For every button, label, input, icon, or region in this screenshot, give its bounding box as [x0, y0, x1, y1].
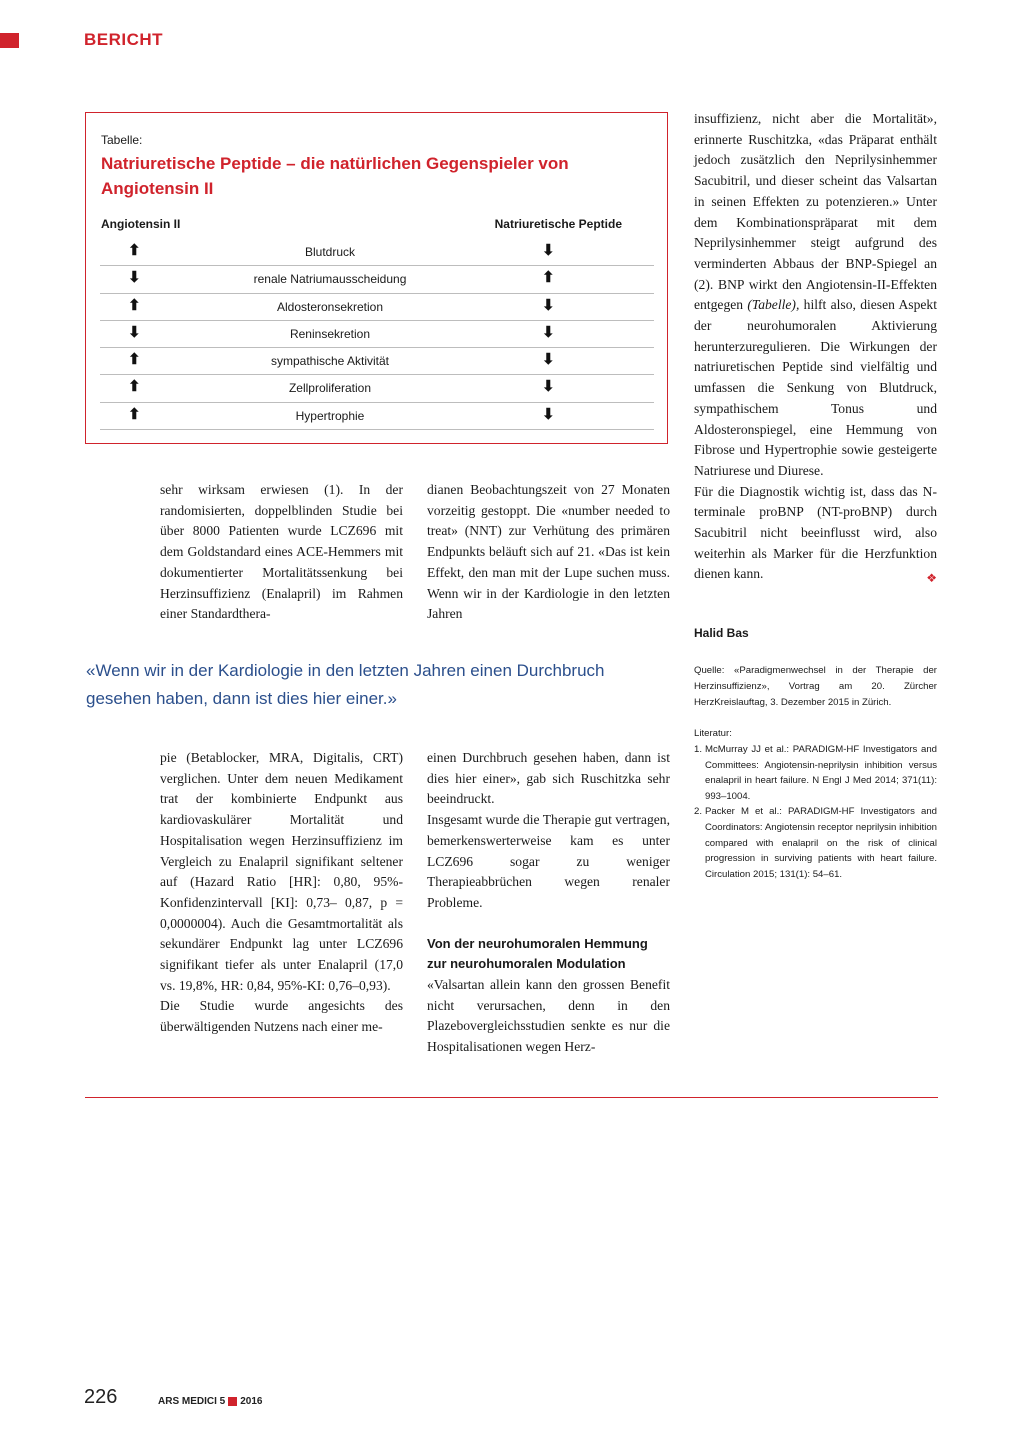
pull-quote: «Wenn wir in der Kardiologie in den letzten Jahren einen Durchbruch gesehen haben, dann ist dies hier einer.» [86, 661, 605, 708]
arrow-up-icon: ⬆ [542, 269, 555, 287]
table-row-label: sympathische Aktivität [270, 354, 390, 369]
end-mark-icon: ❖ [926, 571, 937, 586]
table-row [100, 239, 654, 266]
section-marker [0, 33, 19, 48]
footer-journal [158, 1396, 262, 1407]
journal-year: 2016 [240, 1396, 263, 1407]
body-paragraph: Insgesamt wurde die Therapie gut vertragen, bemerkenswerterweise kam es unter LCZ696 sogar zu weniger Therapieabbrüchen wegen renaler Probleme. [427, 812, 670, 910]
arrow-down-icon: ⬇ [542, 351, 555, 369]
body-paragraph: sehr wirksam erwiesen (1). In der randomisierten, doppelblinden Studie bei über 8000 Patienten wurde LCZ696 mit dem Goldstandard eines ACE-Hemmers mit dokumentierter Mortalitätssenkung bei Herzinsuffizienz (Enalapril) im Rahmen einer Standardthera- [160, 482, 403, 622]
table-row-label: Hypertrophie [295, 408, 365, 423]
table-title: Natriuretische Peptide – die natürlichen Gegenspieler von Angiotensin II [101, 154, 569, 198]
table-row-label: Blutdruck [304, 245, 356, 259]
table-reference: (Tabelle), [747, 297, 800, 313]
arrow-down-icon: ⬇ [542, 242, 555, 259]
body-paragraph: Die Studie wurde angesichts des überwältigenden Nutzens nach einer me- [160, 998, 403, 1035]
body-paragraph [694, 482, 937, 586]
table-row [100, 403, 654, 430]
body-text: hilft also, diesen Aspekt der neurohumoralen Aktivierung herunterzuregulieren. Die Wirkungen der natriuretischen Peptide sind vielfältig und umfassen die Senkung von Blutdruck, sympathischem Tonus und Aldosteronspiegel, eine Hemmung von Fibrose und Hypertrophie sowie gesteigerte Natriurese und Diurese. [694, 297, 937, 478]
table-row-label: Aldosteronsekretion [276, 299, 384, 314]
literature-text: McMurray JJ et al.: PARADIGM-HF Investigators and Committees: Angiotensin-neprilysin inhibition versus enalapril in heart failure. N Engl J Med 2014; 371(11): 993–1004. [705, 744, 937, 802]
arrow-down-icon: ⬇ [542, 323, 555, 341]
info-table-box [85, 112, 668, 444]
table-row-label: renale Natriumausscheidung [253, 272, 407, 287]
literature-text: Packer M et al.: PARADIGM-HF Investigators and Coordinators: Angiotensin receptor neprilysin inhibition compared with enalapril on the risk of clinical progression in surviving patients with heart failure. Circulation 2015; 131(1): 54–61. [705, 806, 937, 880]
literature-item [694, 742, 937, 804]
table-row [100, 266, 654, 293]
body-paragraph [694, 109, 937, 482]
literature-item [694, 804, 937, 882]
body-column-1-bottom [160, 748, 403, 1038]
section-label: BERICHT [84, 30, 164, 49]
body-paragraph: pie (Betablocker, MRA, Digitalis, CRT) verglichen. Unter dem neuen Medikament trat der kombinierte Endpunkt aus kardiovaskulärer Mortalität und Hospitalisation wegen Herzinsuffizienz im Vergleich zu Enalapril signifikant seltener auf (Hazard Ratio [HR]: 0,80, 95%-Konfidenzintervall [KI]: 0,73– 0,87, p = 0,0000004). Auch die Gesamtmortalität als sekundärer Endpunkt lag unter LCZ696 signifikant tiefer als unter Enalapril (17,0 vs. 19,8%, HR: 0,84, 95%-KI: 0,76–0,93). [160, 750, 403, 993]
footer-square-icon [228, 1397, 237, 1406]
table-row [100, 375, 654, 402]
body-paragraph: «Valsartan allein kann den grossen Benefit nicht verursachen, denn in den Plazebovergleichsstudien senkte es nur die Hospitalisationen wegen Herz- [427, 977, 670, 1055]
table-row [100, 294, 654, 321]
author: Halid Bas [694, 626, 749, 640]
arrow-down-icon: ⬇ [128, 269, 141, 287]
body-text: Für die Diagnostik wichtig ist, dass das N-terminale proBNP (NT-proBNP) durch Sacubitril nicht beeinflusst wird, also weiterhin als Marker für die Herzfunktion dienen kann. [694, 483, 937, 582]
source-note: Quelle: «Paradigmenwechsel in der Therapie der Herzinsuffizienz», Vortrag am 20. Zürcher HerzKreislauftag, 3. Dezember 2015 in Zürich. [694, 665, 937, 708]
body-text: insuffizienz, nicht aber die Mortalität», erinnerte Ruschitzka, «das Präparat enthält jedoch zusätzlich den Neprilysinhemmer Sacubitril, und dieser scheint das Valsartan in seinen Effekten zu potenzieren.» Unter dem Kombinationspräparat mit dem Neprilysinhemmer steigt aufgrund des verminderten Abbaus der BNP-Spiegel an (2). BNP wirkt den Angiotensin-II-Effekten entgegen [694, 111, 937, 313]
body-paragraph: dianen Beobachtungszeit von 27 Monaten vorzeitig gestoppt. Die «number needed to treat» (NNT) zur Verhütung des primären Endpunkts beläuft sich auf 21. «Das ist kein Effekt, den man mit der Lupe suchen muss. Wenn wir in der Kardiologie in den letzten Jahren [427, 482, 670, 622]
arrow-up-icon: ⬆ [128, 405, 141, 423]
subheading: Von der neurohumoralen Hemmung zur neurohumoralen Modulation [427, 935, 648, 972]
arrow-up-icon: ⬆ [128, 296, 141, 314]
literature-list [694, 742, 937, 882]
table-row-label: Reninsekretion [289, 326, 371, 341]
page-number: 226 [84, 1386, 118, 1408]
literature-number: 1. [694, 744, 703, 755]
body-column-2-bottom [427, 748, 670, 1058]
arrow-down-icon: ⬇ [128, 323, 141, 341]
arrow-up-icon: ⬆ [128, 242, 141, 259]
table-rows [100, 239, 654, 430]
body-column-1-top [160, 480, 403, 625]
body-column-3 [694, 109, 937, 589]
table-column-right: Natriuretische Peptide [494, 217, 622, 231]
table-kicker: Tabelle: [101, 133, 143, 147]
literature-title: Literatur: [694, 728, 732, 739]
arrow-down-icon: ⬇ [542, 378, 555, 396]
literature-number: 2. [694, 806, 703, 818]
journal-name: ARS MEDICI 5 [158, 1396, 226, 1407]
arrow-down-icon: ⬇ [542, 405, 555, 423]
table-row [100, 348, 654, 375]
body-column-2-top [427, 480, 670, 625]
arrow-up-icon: ⬆ [128, 378, 141, 396]
bottom-divider [85, 1097, 938, 1098]
body-paragraph: einen Durchbruch gesehen haben, dann ist dies hier einer», gab sich Ruschitzka sehr beeindruckt. [427, 750, 670, 807]
table-row [100, 321, 654, 348]
arrow-down-icon: ⬇ [542, 296, 555, 314]
table-column-left: Angiotensin II [101, 217, 181, 231]
arrow-up-icon: ⬆ [128, 351, 141, 369]
table-row-label: Zellproliferation [288, 381, 372, 396]
